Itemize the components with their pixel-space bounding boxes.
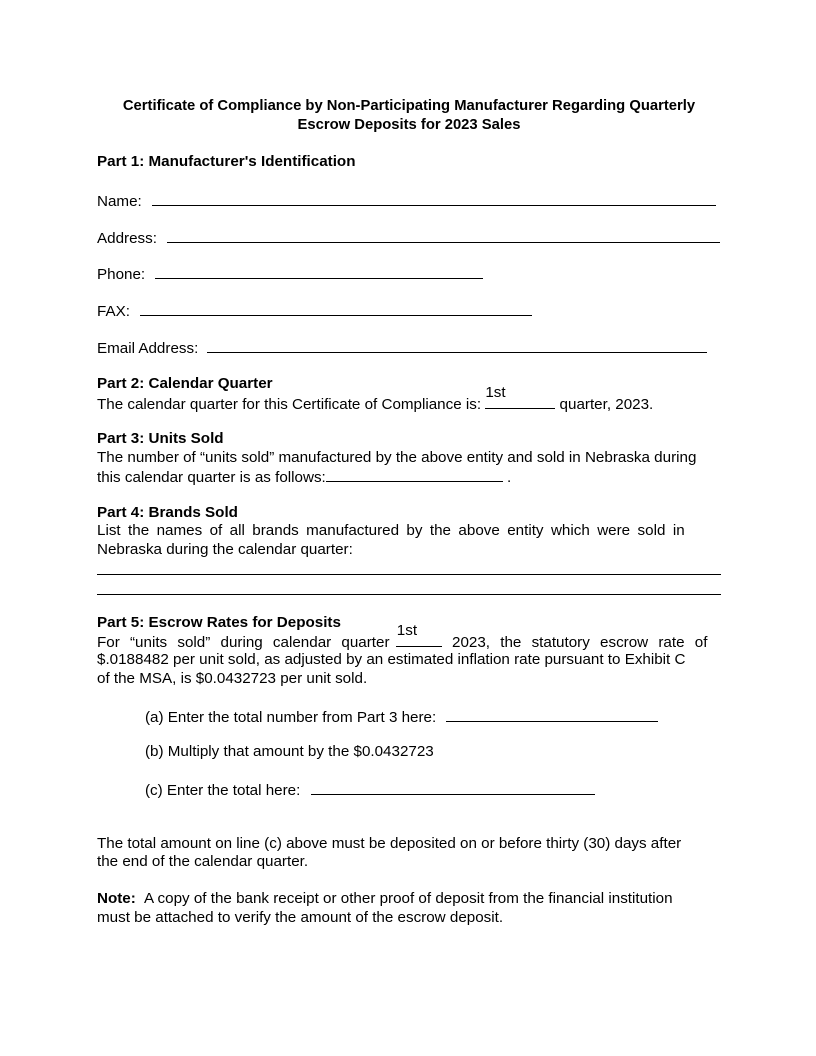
part2-text-before: The calendar quarter for this Certificate of Compliance is:: [97, 396, 482, 413]
item-a-label: (a) Enter the total number from Part 3 here:: [145, 709, 437, 726]
note-line2: must be attached to verify the amount of the escrow deposit.: [97, 909, 504, 926]
phone-label: Phone:: [97, 266, 146, 283]
part4-line1: List the names of all brands manufactured by the above entity which were sold in: [97, 522, 685, 539]
part1-heading: Part 1: Manufacturer's Identification: [97, 153, 356, 170]
note-text-1: A copy of the bank receipt or other proof of deposit from the financial institution: [144, 890, 673, 907]
part4-heading: Part 4: Brands Sold: [97, 504, 238, 521]
part3-line1: The number of “units sold” manufactured by the above entity and sold in Nebraska during: [97, 449, 697, 466]
note-line1: [97, 890, 721, 909]
item-a-field[interactable]: [446, 707, 658, 722]
item-b-row: [145, 743, 434, 760]
part5-line1-before: For “units sold” during calendar quarter: [97, 634, 390, 651]
name-row: [97, 191, 721, 212]
part5-heading: Part 5: Escrow Rates for Deposits: [97, 614, 341, 631]
quarter-value: 1st: [485, 384, 506, 401]
part3-line2-before: this calendar quarter is as follows:: [97, 469, 326, 486]
item-c-field[interactable]: [311, 780, 595, 795]
item-c-row: [145, 780, 595, 799]
fax-label: FAX:: [97, 303, 130, 320]
address-field[interactable]: [167, 228, 720, 243]
part5-quarter-value: 1st: [396, 622, 418, 639]
part5-line3: of the MSA, is $0.0432723 per unit sold.: [97, 670, 368, 687]
email-field[interactable]: [207, 338, 707, 353]
address-row: [97, 228, 721, 249]
part5-quarter-field[interactable]: [396, 622, 442, 647]
quarter-field[interactable]: [485, 384, 555, 409]
note-label: Note:: [97, 890, 136, 907]
fax-row: [97, 301, 721, 322]
address-label: Address:: [97, 230, 157, 247]
item-c-label: (c) Enter the total here:: [145, 782, 301, 799]
brands-field-line-1[interactable]: [97, 574, 721, 575]
deposit-note-line2: the end of the calendar quarter.: [97, 853, 309, 870]
part2-text: [97, 384, 721, 415]
document-title: [97, 97, 721, 135]
part5-line2: $.0188482 per unit sold, as adjusted by an estimated inflation rate pursuant to Exhibit C: [97, 651, 686, 668]
phone-field[interactable]: [155, 264, 483, 279]
brands-field-line-2[interactable]: [97, 594, 721, 595]
part3-line2-after: .: [507, 469, 512, 486]
part3-heading: Part 3: Units Sold: [97, 430, 224, 447]
email-row: [97, 338, 721, 359]
item-b-label: (b) Multiply that amount by the $0.0432723: [145, 743, 434, 760]
email-label: Email Address:: [97, 340, 199, 357]
name-label: Name:: [97, 193, 142, 210]
units-sold-field[interactable]: [326, 467, 503, 482]
fax-field[interactable]: [140, 301, 532, 316]
title-line-1: Certificate of Compliance by Non-Participating Manufacturer Regarding Quarterly: [122, 98, 696, 114]
part3-line2: [97, 467, 721, 488]
deposit-note-line1: The total amount on line (c) above must be deposited on or before thirty (30) days after: [97, 835, 682, 852]
part2-heading: Part 2: Calendar Quarter: [97, 375, 273, 392]
name-field[interactable]: [152, 191, 716, 206]
title-line-2: Escrow Deposits for 2023 Sales: [297, 117, 521, 133]
part2-text-after: quarter, 2023.: [559, 396, 654, 413]
part4-line2: Nebraska during the calendar quarter:: [97, 541, 353, 558]
item-a-row: [145, 707, 658, 726]
phone-row: [97, 264, 721, 285]
part5-line1-after: 2023, the statutory escrow rate of: [452, 634, 708, 651]
